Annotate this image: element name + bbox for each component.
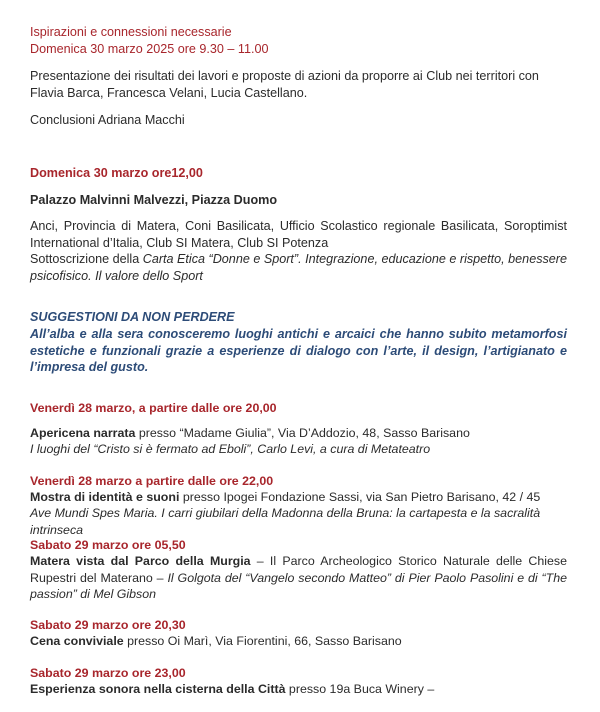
event-line <box>30 489 567 506</box>
event-name: Mostra di identità e suoni <box>30 490 180 504</box>
session-description: Presentazione dei risultati dei lavori e proposte di azioni da proporre ai Club nei territori con Flavia Barca, Francesca Velani, Lucia Castellano. <box>30 69 539 100</box>
suggestions-intro: All’alba e alla sera conosceremo luoghi antichi e arcaici che hanno subito metamorfosi estetiche e funzionali grazie a esperienze di dialogo con l’arte, il design, l’artigianato e l’impresa del gusto. <box>30 327 567 374</box>
charter-signing <box>30 251 567 284</box>
event-location: presso Ipogei Fondazione Sassi, via San Pietro Barisano, 42 / 45 <box>179 490 541 504</box>
event-name: Esperienza sonora nella cisterna della Città <box>30 682 286 696</box>
charter-prefix: Sottoscrizione della <box>30 252 143 266</box>
event-location: – Il Parco Archeologico Storico Naturale delle Chiese Rupestri del Materano – <box>30 554 567 585</box>
event-line <box>30 425 567 442</box>
event-name: Apericena narrata <box>30 426 136 440</box>
event-location: presso Oi Marì, Via Fiorentini, 66, Sasso Barisano <box>123 634 402 648</box>
suggestions-title: SUGGESTIONI DA NON PERDERE <box>30 310 235 324</box>
partners-list: Anci, Provincia di Matera, Coni Basilicata, Ufficio Scolastico regionale Basilicata, Soroptimist International d’Italia, Club SI Matera, Club SI Potenza <box>30 219 567 250</box>
event-location: presso “Madame Giulia”, Via D’Addozio, 48, Sasso Barisano <box>135 426 470 440</box>
charter-title: Carta Etica “Donne e Sport”. Integrazione, educazione e rispetto, benessere psicofisico. Il valore dello Sport <box>30 252 567 283</box>
event-location: presso 19a Buca Winery – <box>285 682 435 696</box>
venue-heading: Palazzo Malvinni Malvezzi, Piazza Duomo <box>30 193 278 207</box>
session-title: Ispirazioni e connessioni necessarie <box>30 25 232 39</box>
event-date-heading: Domenica 30 marzo ore12,00 <box>30 166 203 180</box>
event-subtitle: Il Golgota del “Vangelo secondo Matteo” di Pier Paolo Pasolini e di “The passion” di Mel Gibson <box>30 570 568 601</box>
event-line <box>30 553 567 603</box>
session-date: Domenica 30 marzo 2025 ore 9.30 – 11.00 <box>30 42 269 56</box>
event-date: Sabato 29 marzo ore 05,50 <box>30 538 186 552</box>
event-subtitle: I luoghi del “Cristo si è fermato ad Eboli”, Carlo Levi, a cura di Metateatro <box>30 442 431 456</box>
event-line <box>30 681 567 698</box>
event-date: Sabato 29 marzo ore 20,30 <box>30 618 186 632</box>
event-name: Cena conviviale <box>30 634 124 648</box>
event-line <box>30 633 567 650</box>
event-date: Venerdì 28 marzo a partire dalle ore 22,00 <box>30 474 274 488</box>
event-subtitle: Ave Mundi Spes Maria. I carri giubilari della Madonna della Bruna: la cartapesta e la sacralità intrinseca <box>30 506 541 537</box>
event-date: Venerdì 28 marzo, a partire dalle ore 20,00 <box>30 401 277 415</box>
event-name: Matera vista dal Parco della Murgia <box>30 554 251 568</box>
session-conclusion: Conclusioni Adriana Macchi <box>30 113 185 127</box>
event-date: Sabato 29 marzo ore 23,00 <box>30 666 186 680</box>
